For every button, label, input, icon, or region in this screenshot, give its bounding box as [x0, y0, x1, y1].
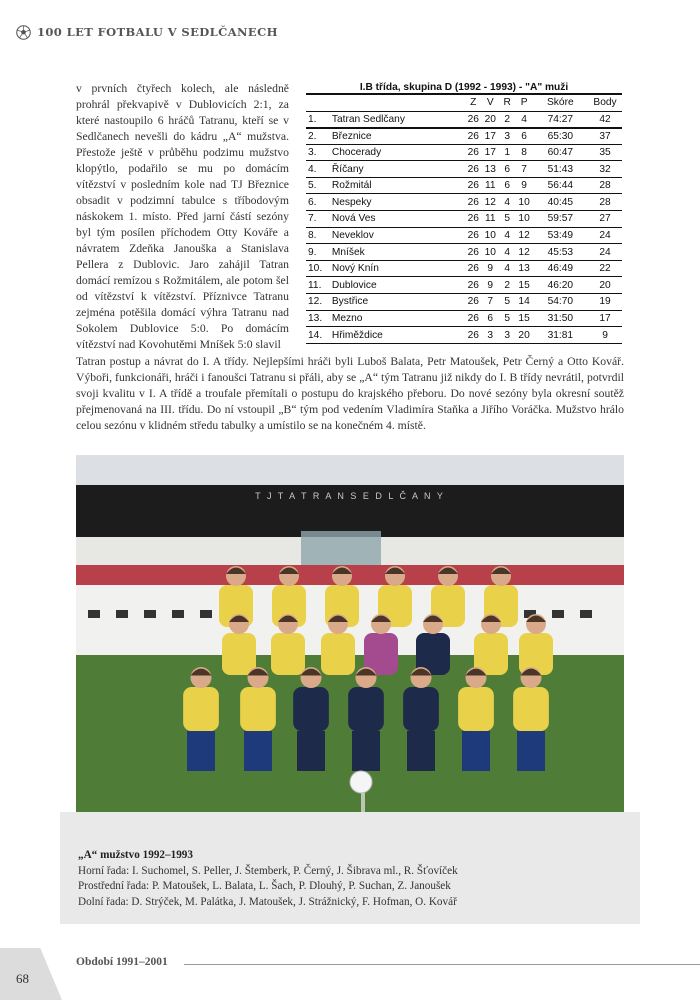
photo-caption — [78, 848, 618, 910]
cell-team: Rožmitál — [331, 180, 372, 192]
table-title: I.B třída, skupina D (1992 - 1993) - "A" muži — [306, 80, 622, 95]
cell-score: 54:70 — [547, 296, 574, 308]
cell-score: 51:43 — [547, 163, 574, 175]
col-score: Skóre — [533, 95, 589, 111]
cell-points: 28 — [599, 196, 611, 208]
cell-rank: 2. — [308, 130, 317, 142]
cell-losses: 14 — [518, 296, 530, 308]
cell-wins: 17 — [484, 146, 496, 158]
table-row — [306, 161, 622, 178]
table-row — [306, 310, 622, 327]
cell-points: 28 — [599, 180, 611, 192]
cell-wins: 7 — [487, 296, 494, 308]
cell-losses: 9 — [521, 180, 527, 192]
cell-played: 26 — [467, 329, 479, 341]
table-row — [306, 277, 622, 294]
cell-wins: 10 — [484, 229, 496, 241]
col-rank — [306, 95, 330, 111]
cell-points: 24 — [599, 229, 611, 241]
cell-played: 26 — [467, 196, 479, 208]
player-legs — [517, 731, 545, 771]
cell-team: Říčany — [331, 163, 364, 175]
page-corner-tab — [0, 948, 62, 1000]
player-legs — [244, 731, 272, 771]
cell-team: Hřiměždice — [331, 329, 383, 341]
cell-points: 17 — [599, 312, 611, 324]
cell-score: 56:44 — [547, 180, 574, 192]
cell-played: 26 — [467, 279, 479, 291]
cell-losses: 12 — [518, 246, 530, 258]
cell-played: 26 — [467, 180, 479, 192]
table-row — [306, 111, 622, 128]
cell-wins: 11 — [484, 213, 496, 225]
cell-points: 35 — [599, 146, 611, 158]
cell-draws: 3 — [504, 130, 510, 142]
cell-team: Chocerady — [331, 146, 382, 158]
table-row — [306, 194, 622, 211]
cell-losses: 8 — [521, 146, 527, 158]
cell-wins: 6 — [487, 312, 494, 324]
footer-rule — [184, 964, 700, 965]
col-points: Body — [588, 95, 622, 111]
team-photo — [76, 455, 624, 832]
table-row — [306, 227, 622, 244]
cell-rank: 4. — [308, 163, 317, 175]
cell-score: 46:20 — [547, 279, 574, 291]
cell-played: 26 — [467, 312, 479, 324]
cell-points: 22 — [599, 263, 611, 275]
cell-draws: 1 — [504, 146, 510, 158]
cell-draws: 2 — [504, 113, 510, 125]
cell-wins: 13 — [484, 163, 496, 175]
cell-losses: 12 — [518, 229, 530, 241]
cell-draws: 4 — [504, 263, 510, 275]
col-losses: P — [516, 95, 533, 111]
cell-played: 26 — [467, 130, 479, 142]
table-row — [306, 177, 622, 194]
cell-losses: 10 — [518, 213, 530, 225]
cell-losses: 10 — [518, 196, 530, 208]
cell-draws: 4 — [504, 196, 510, 208]
player-legs — [352, 731, 380, 771]
cell-team: Mezno — [331, 312, 363, 324]
cell-rank: 3. — [308, 146, 317, 158]
cell-score: 65:30 — [547, 130, 574, 142]
cell-losses: 7 — [521, 163, 527, 175]
cell-draws: 3 — [504, 329, 510, 341]
cell-points: 19 — [599, 296, 611, 308]
cell-score: 31:50 — [547, 312, 574, 324]
caption-line-bottom-row: Dolní řada: D. Strýček, M. Palátka, J. Matoušek, J. Strážnický, F. Hofman, O. Kovář — [78, 895, 457, 908]
cell-rank: 13. — [308, 312, 323, 324]
cell-played: 26 — [467, 246, 479, 258]
cell-points: 20 — [599, 279, 611, 291]
player-legs — [407, 731, 435, 771]
stand-sign: T J T A T R A N S E D L Č A N Y — [255, 491, 445, 501]
cell-score: 31:81 — [547, 329, 574, 341]
cell-wins: 3 — [487, 329, 494, 341]
cell-team: Nespeky — [331, 196, 372, 208]
cell-wins: 12 — [484, 196, 496, 208]
cell-points: 32 — [599, 163, 611, 175]
cell-wins: 20 — [484, 113, 496, 125]
soccer-ball-icon — [16, 25, 31, 40]
player-legs — [297, 731, 325, 771]
cell-score: 45:53 — [547, 246, 574, 258]
cell-score: 74:27 — [547, 113, 574, 125]
cell-played: 26 — [467, 229, 479, 241]
cell-rank: 14. — [308, 329, 323, 341]
cell-draws: 6 — [504, 180, 510, 192]
cell-draws: 4 — [504, 229, 510, 241]
cell-wins: 9 — [487, 263, 494, 275]
cell-wins: 10 — [484, 246, 496, 258]
page-header — [16, 22, 278, 42]
cell-draws: 6 — [504, 163, 510, 175]
body-text-left-column: v prvních čtyřech kolech, ale následně prohrál překvapivě v Dublovicích 2:1, za které nastoupilo 6 hráčů Tatranu, kteří se v Sedlčanech nevešli do kádru „A“ mužstva. Přestože ještě v průběhu podzimu mužstvo klopýtlo, podařilo se mu po domácím vítězství v posledním kole nad TJ Březnice obsadit v podzimní tabulce s tříbodovým náskokem 1. místo. Před jarní částí sezóny byl tým posílen příchodem Otty Kováře a návratem Zdeňka Janouška a Stanislava Pellera z Dublovic. Jaro zahájil Tatran domácí remízou s Rožmitálem, ale potom šel od vítězství k vítězství. Příznivce Tatranu zejména potěšila domácí výhra Tatranu nad Sokolem Dublovice 5:0. Po domácím vítězství nad Kovohutěmi Mníšek 5:0 slavil — [76, 82, 289, 351]
player-legs — [462, 731, 490, 771]
cell-played: 26 — [467, 263, 479, 275]
col-wins: V — [482, 95, 499, 111]
cell-losses: 6 — [521, 130, 527, 142]
cell-wins: 17 — [484, 130, 496, 142]
cell-rank: 8. — [308, 229, 317, 241]
cell-points: 9 — [602, 329, 608, 341]
cell-wins: 9 — [487, 279, 494, 291]
cell-team: Dublovice — [331, 279, 377, 291]
team-photo-illustration — [76, 455, 624, 832]
caption-line-middle-row: Prostřední řada: P. Matoušek, L. Balata, L. Šach, P. Dlouhý, P. Suchan, Z. Janoušek — [78, 880, 451, 892]
table-row — [306, 260, 622, 277]
page-number: 68 — [16, 971, 29, 986]
cell-rank: 6. — [308, 196, 317, 208]
cell-rank: 7. — [308, 213, 317, 225]
cell-draws: 5 — [504, 296, 510, 308]
cell-score: 53:49 — [547, 229, 574, 241]
football — [350, 771, 372, 793]
cell-points: 37 — [599, 130, 611, 142]
caption-title: „A“ mužstvo 1992–1993 — [78, 849, 193, 861]
table-row — [306, 327, 622, 344]
cell-played: 26 — [467, 146, 479, 158]
cell-played: 26 — [467, 113, 479, 125]
cell-played: 26 — [467, 163, 479, 175]
cell-losses: 4 — [521, 113, 527, 125]
cell-losses: 13 — [518, 263, 530, 275]
col-draws: R — [499, 95, 516, 111]
cell-losses: 20 — [518, 329, 530, 341]
table-row — [306, 128, 622, 145]
table-row — [306, 244, 622, 261]
body-text-full-width: Tatran postup a návrat do I. A třídy. Nejlepšími hráči byli Luboš Balata, Petr Matoušek, Petr Černý a Otto Kovář. Výboři, funkcionáři, hráči i fanoušci Tatranu si přáli, aby se „A“ tým Tatranu již nikdy do I. B třídy nevrátil, potvrdil svoji kvalitu v I. A třídě a troufale přemítali o postupu do krajského přeboru. Do nové sezóny byla okresní soutěž přejmenovaná na III. třídu. Do ní vstoupil „B“ tým pod vedením Vladimíra Staňka a Jiřího Voráčka. Mužstvo hrálo celou sezónu v klidném středu tabulky a umístilo se na konečném 4. místě. — [76, 355, 624, 432]
cell-team: Březnice — [331, 130, 372, 142]
cell-draws: 2 — [504, 279, 510, 291]
cell-team: Tatran Sedlčany — [331, 113, 405, 125]
player-legs — [187, 731, 215, 771]
cell-played: 26 — [467, 296, 479, 308]
caption-line-top-row: Horní řada: I. Suchomel, S. Peller, J. Štemberk, P. Černý, J. Šibrava ml., R. Šťovíček — [78, 864, 458, 877]
cell-draws: 5 — [504, 213, 510, 225]
cell-team: Mníšek — [331, 246, 365, 258]
cell-team: Neveklov — [331, 229, 374, 241]
standings-table — [306, 80, 622, 344]
footer-section-label: Období 1991–2001 — [76, 956, 168, 968]
cell-rank: 9. — [308, 246, 317, 258]
cell-wins: 11 — [484, 180, 496, 192]
cell-score: 59:57 — [547, 213, 574, 225]
table-header-row — [306, 95, 622, 111]
cell-rank: 10. — [308, 263, 323, 275]
cell-losses: 15 — [518, 279, 530, 291]
header-title: 100 LET FOTBALU V SEDLČANECH — [37, 25, 278, 39]
cell-team: Nový Knín — [331, 263, 379, 275]
table-row — [306, 211, 622, 228]
cell-points: 24 — [599, 246, 611, 258]
table-row — [306, 294, 622, 311]
col-team — [330, 95, 465, 111]
cell-rank: 11. — [308, 279, 322, 291]
cell-rank: 12. — [308, 296, 323, 308]
cell-draws: 5 — [504, 312, 510, 324]
cell-losses: 15 — [518, 312, 530, 324]
cell-score: 46:49 — [547, 263, 574, 275]
col-played: Z — [465, 95, 482, 111]
cell-score: 60:47 — [547, 146, 574, 158]
table-row — [306, 144, 622, 161]
cell-team: Nová Ves — [331, 213, 376, 225]
cell-team: Bystřice — [331, 296, 369, 308]
cell-played: 26 — [467, 213, 479, 225]
cell-points: 42 — [599, 113, 611, 125]
cell-score: 40:45 — [547, 196, 574, 208]
cell-points: 27 — [599, 213, 611, 225]
cell-rank: 1. — [308, 113, 317, 125]
cell-rank: 5. — [308, 180, 317, 192]
cell-draws: 4 — [504, 246, 510, 258]
